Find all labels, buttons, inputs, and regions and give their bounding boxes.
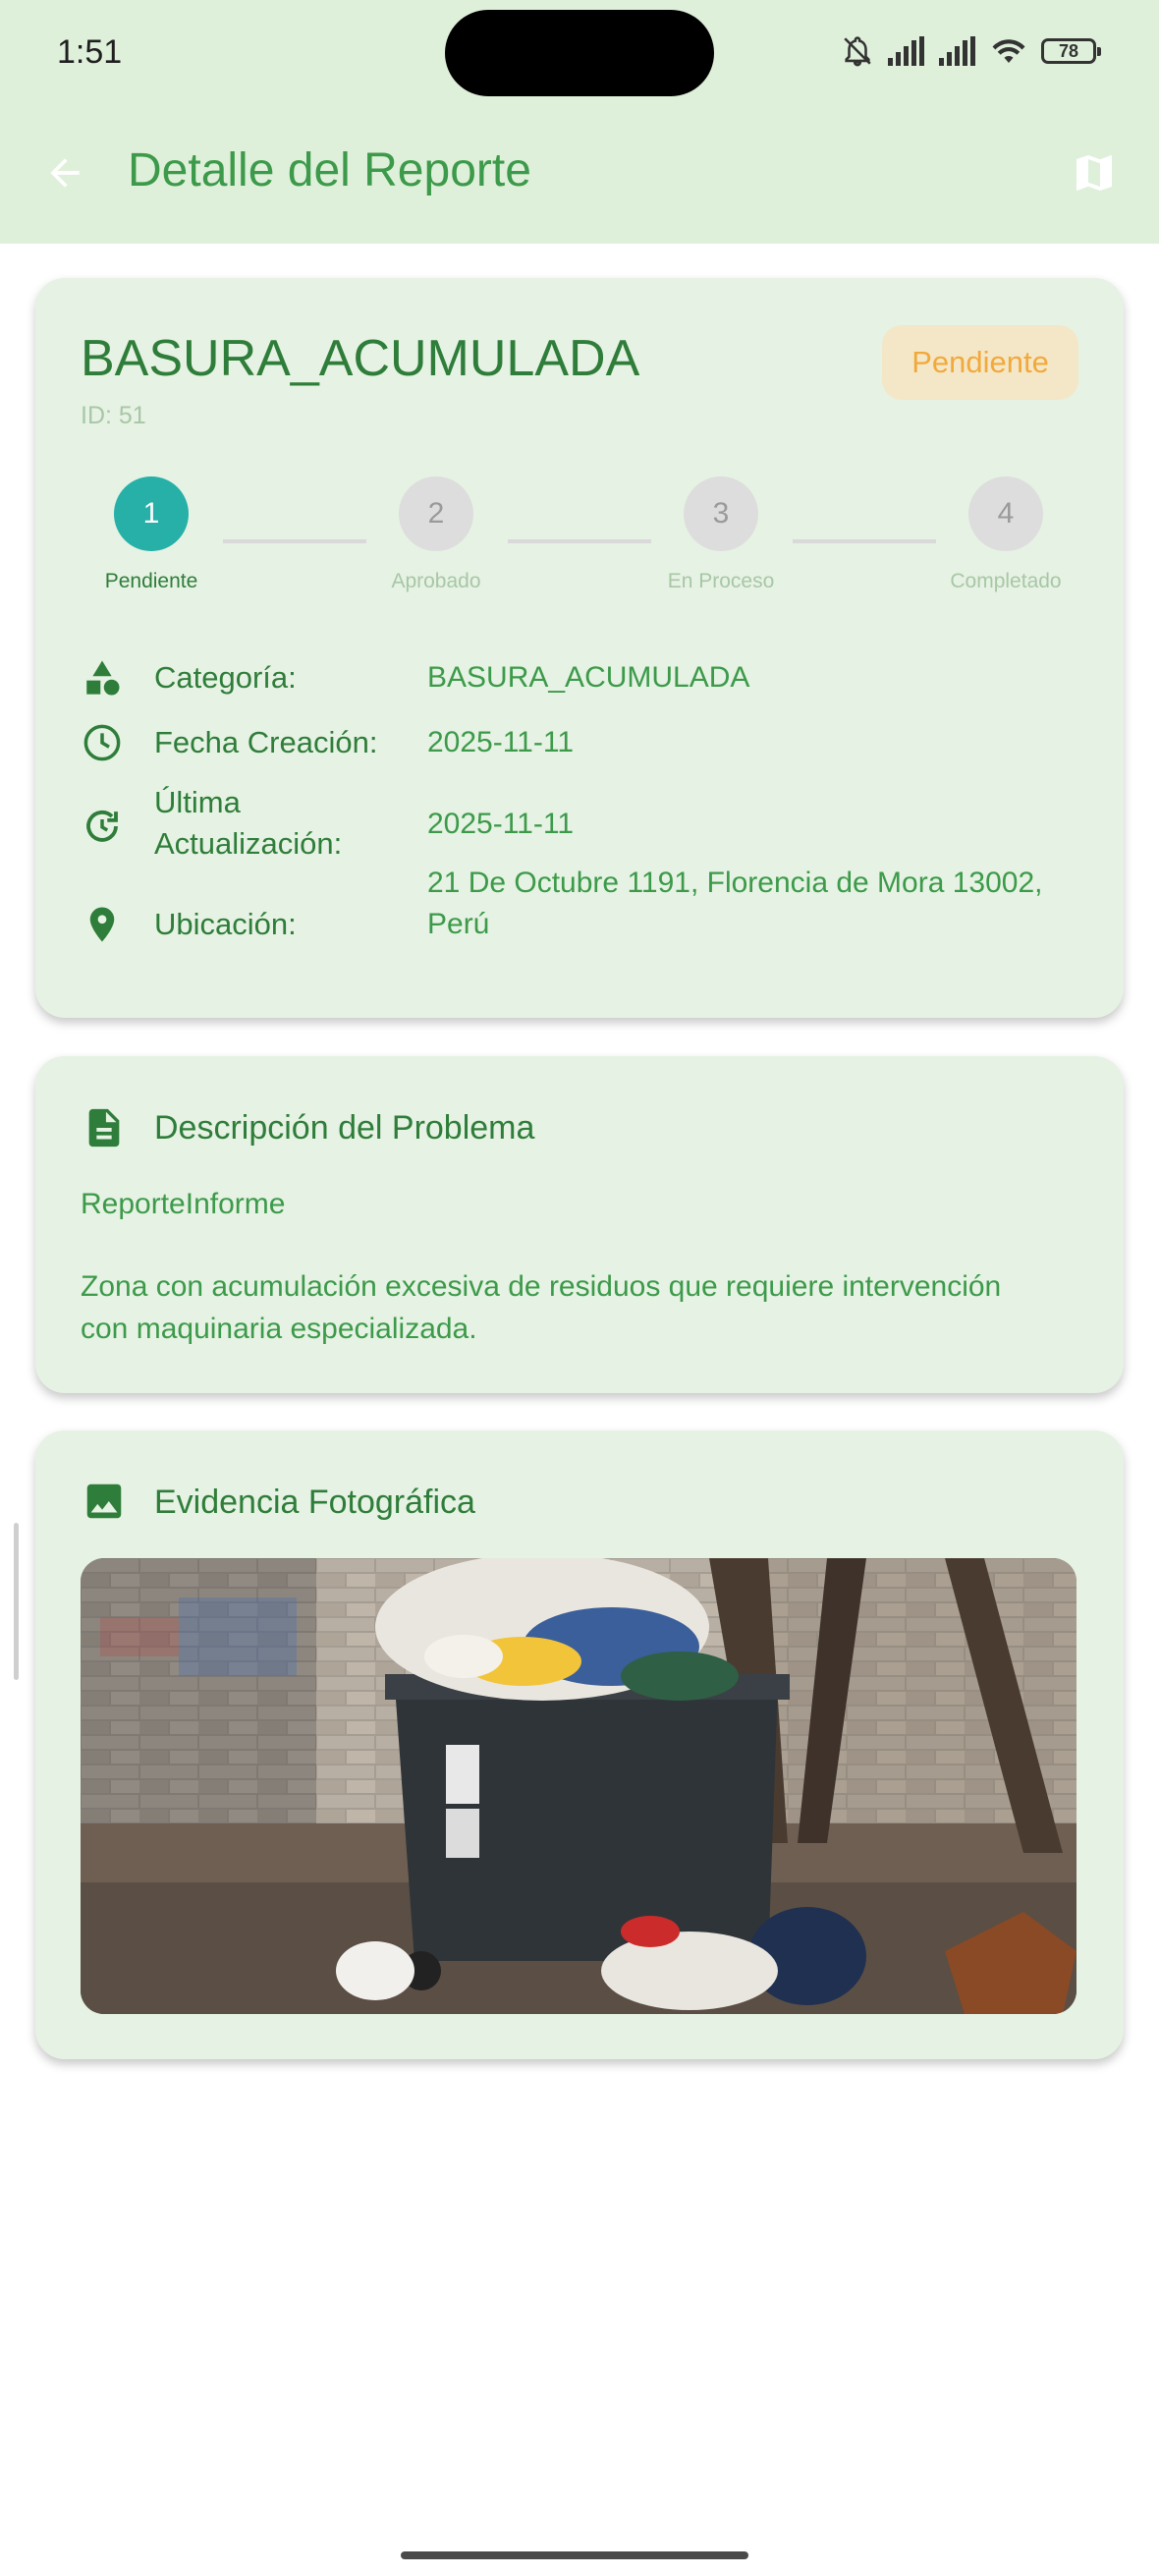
- step-4-label: Completado: [950, 570, 1062, 592]
- description-text-line1: Zona con acumulación excesiva de residuos que requiere intervención: [81, 1270, 1002, 1303]
- updated-label: [154, 782, 342, 865]
- step-2-label: Aprobado: [391, 570, 481, 592]
- wifi-icon: [990, 36, 1027, 66]
- description-subtitle: ReporteInforme: [81, 1188, 286, 1220]
- step-connector: [508, 539, 651, 543]
- app-bar: [0, 108, 1159, 244]
- signal-icon-2: [939, 36, 976, 66]
- category-label: Categoría:: [154, 660, 297, 695]
- arrow-back-icon: [43, 151, 86, 195]
- step-1-label: Pendiente: [104, 570, 198, 592]
- updated-value: 2025-11-11: [427, 808, 575, 840]
- camera-notch: [445, 10, 714, 96]
- image-icon: [81, 1478, 128, 1525]
- category-icon: [81, 656, 124, 700]
- created-label: Fecha Creación:: [154, 725, 378, 759]
- status-badge: Pendiente: [882, 325, 1078, 400]
- description-card: [35, 1056, 1124, 1393]
- battery-icon: 78: [1041, 38, 1096, 64]
- location-label: Ubicación:: [154, 907, 297, 941]
- update-icon: [81, 805, 124, 848]
- garbage-bin-photo: [81, 1558, 1076, 2014]
- evidence-photo[interactable]: [81, 1558, 1076, 2014]
- step-3-circle: 3: [684, 476, 758, 551]
- step-1-circle: 1: [114, 476, 189, 551]
- location-value: [427, 863, 1076, 945]
- updated-label-line2: Actualización:: [154, 826, 343, 861]
- scrollbar[interactable]: [14, 1523, 19, 1680]
- location-pin-icon: [81, 903, 124, 946]
- status-bar: [0, 0, 1159, 108]
- map-icon: [1071, 149, 1118, 196]
- clock-icon: [81, 721, 124, 764]
- step-2-circle: 2: [399, 476, 473, 551]
- step-4-circle: 4: [968, 476, 1043, 551]
- location-value-line1: 21 De Octubre 1191, Florencia de Mora 13002,: [427, 867, 1043, 899]
- home-indicator[interactable]: [401, 2551, 748, 2559]
- status-time: 1:51: [57, 33, 123, 71]
- bell-off-icon: [841, 34, 874, 68]
- signal-icon: [888, 36, 925, 66]
- report-id: ID: 51: [81, 402, 146, 429]
- evidence-title: Evidencia Fotográfica: [154, 1484, 475, 1521]
- location-value-line2: Perú: [427, 908, 490, 940]
- evidence-card: [35, 1430, 1124, 2059]
- step-3-label: En Proceso: [667, 570, 775, 592]
- description-text: [81, 1265, 1082, 1350]
- description-title: Descripción del Problema: [154, 1109, 535, 1147]
- report-summary-card: [35, 278, 1124, 1018]
- back-button[interactable]: [35, 143, 94, 202]
- status-icons: [841, 31, 1096, 71]
- updated-label-line1: Última: [154, 785, 241, 819]
- step-connector: [793, 539, 936, 543]
- top-bar: [0, 0, 1159, 244]
- map-button[interactable]: [1065, 143, 1124, 202]
- category-value: BASURA_ACUMULADA: [427, 661, 750, 694]
- step-connector: [223, 539, 366, 543]
- description-text-line2: con maquinaria especializada.: [81, 1313, 477, 1345]
- created-value: 2025-11-11: [427, 726, 575, 758]
- document-icon: [81, 1104, 128, 1151]
- page-title: Detalle del Reporte: [128, 144, 531, 196]
- report-title: BASURA_ACUMULADA: [81, 330, 640, 387]
